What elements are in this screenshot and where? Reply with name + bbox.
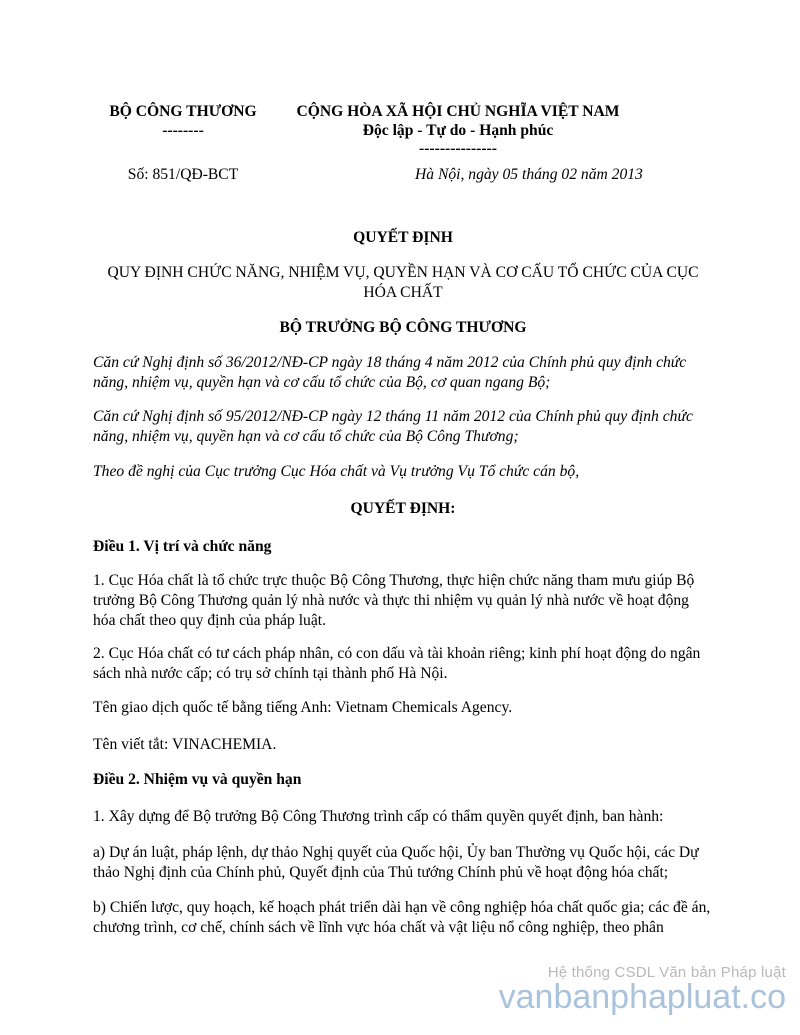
republic-name: CỘNG HÒA XÃ HỘI CHỦ NGHĨA VIỆT NAM — [296, 103, 620, 120]
article-1-english-name: Tên giao dịch quốc tế bằng tiếng Anh: Vietnam Chemicals Agency. — [93, 699, 513, 716]
national-motto: Độc lập - Tự do - Hạnh phúc — [362, 122, 554, 139]
document-page — [93, 0, 713, 1035]
article-2-item-b: b) Chiến lược, quy hoạch, kế hoạch phát triển dài hạn về công nghiệp hóa chất quốc gia; các đề án, chương trình, cơ chế, chính sách về lĩnh vực hóa chất và vật liệu nổ công nghiệp, theo phân — [93, 899, 711, 936]
article-1-heading: Điều 1. Vị trí và chức năng — [93, 538, 272, 555]
preamble-basis-2: Căn cứ Nghị định số 95/2012/NĐ-CP ngày 12 tháng 11 năm 2012 của Chính phủ quy định chức năng, nhiệm vụ, quyền hạn và cơ cấu tổ chức của Bộ Công Thương; — [93, 408, 693, 445]
ministry-rule: -------- — [162, 122, 204, 139]
document-subject: QUY ĐỊNH CHỨC NĂNG, NHIỆM VỤ, QUYỀN HẠN VÀ CƠ CẤU TỔ CHỨC CỦA CỤC HÓA CHẤT — [107, 264, 699, 301]
issuing-authority: BỘ TRƯỞNG BỘ CÔNG THƯƠNG — [279, 319, 527, 336]
decides-heading: QUYẾT ĐỊNH: — [350, 500, 456, 517]
motto-rule: --------------- — [419, 140, 497, 157]
article-2-heading: Điều 2. Nhiệm vụ và quyền hạn — [93, 771, 302, 788]
preamble-proposal: Theo đề nghị của Cục trưởng Cục Hóa chất và Vụ trưởng Vụ Tổ chức cán bộ, — [93, 463, 580, 480]
ministry-name: BỘ CÔNG THƯƠNG — [109, 103, 257, 120]
article-1-paragraph-2: 2. Cục Hóa chất có tư cách pháp nhân, có con dấu và tài khoản riêng; kinh phí hoạt động do ngân sách nhà nước cấp; có trụ sở chính tại thành phố Hà Nội. — [93, 645, 701, 682]
document-type: QUYẾT ĐỊNH — [353, 229, 453, 246]
place-and-date: Hà Nội, ngày 05 tháng 02 năm 2013 — [415, 166, 643, 183]
article-2-paragraph-1: 1. Xây dựng để Bộ trưởng Bộ Công Thương trình cấp có thẩm quyền quyết định, ban hành: — [93, 808, 664, 825]
article-1-abbreviation: Tên viết tắt: VINACHEMIA. — [93, 736, 277, 753]
watermark-caption: Hệ thống CSDL Văn bản Pháp luật — [547, 964, 786, 981]
document-number: Số: 851/QĐ-BCT — [127, 166, 239, 183]
preamble-basis-1: Căn cứ Nghị định số 36/2012/NĐ-CP ngày 18 tháng 4 năm 2012 của Chính phủ quy định chức năng, nhiệm vụ, quyền hạn và cơ cấu tổ chức của Bộ, cơ quan ngang Bộ; — [93, 354, 687, 391]
article-2-item-a: a) Dự án luật, pháp lệnh, dự thảo Nghị quyết của Quốc hội, Ủy ban Thường vụ Quốc hội, các Dự thảo Nghị định của Chính phủ, Quyết định của Thủ tướng Chính phủ về hoạt động hóa chất; — [93, 844, 699, 881]
article-1-paragraph-1: 1. Cục Hóa chất là tổ chức trực thuộc Bộ Công Thương, thực hiện chức năng tham mưu giúp Bộ trưởng Bộ Công Thương quản lý nhà nước và thực thi nhiệm vụ quản lý nhà nước về hoạt động hóa chất theo quy định của pháp luật. — [93, 572, 695, 629]
watermark-site: vanbanphapluat.co — [498, 978, 786, 1016]
